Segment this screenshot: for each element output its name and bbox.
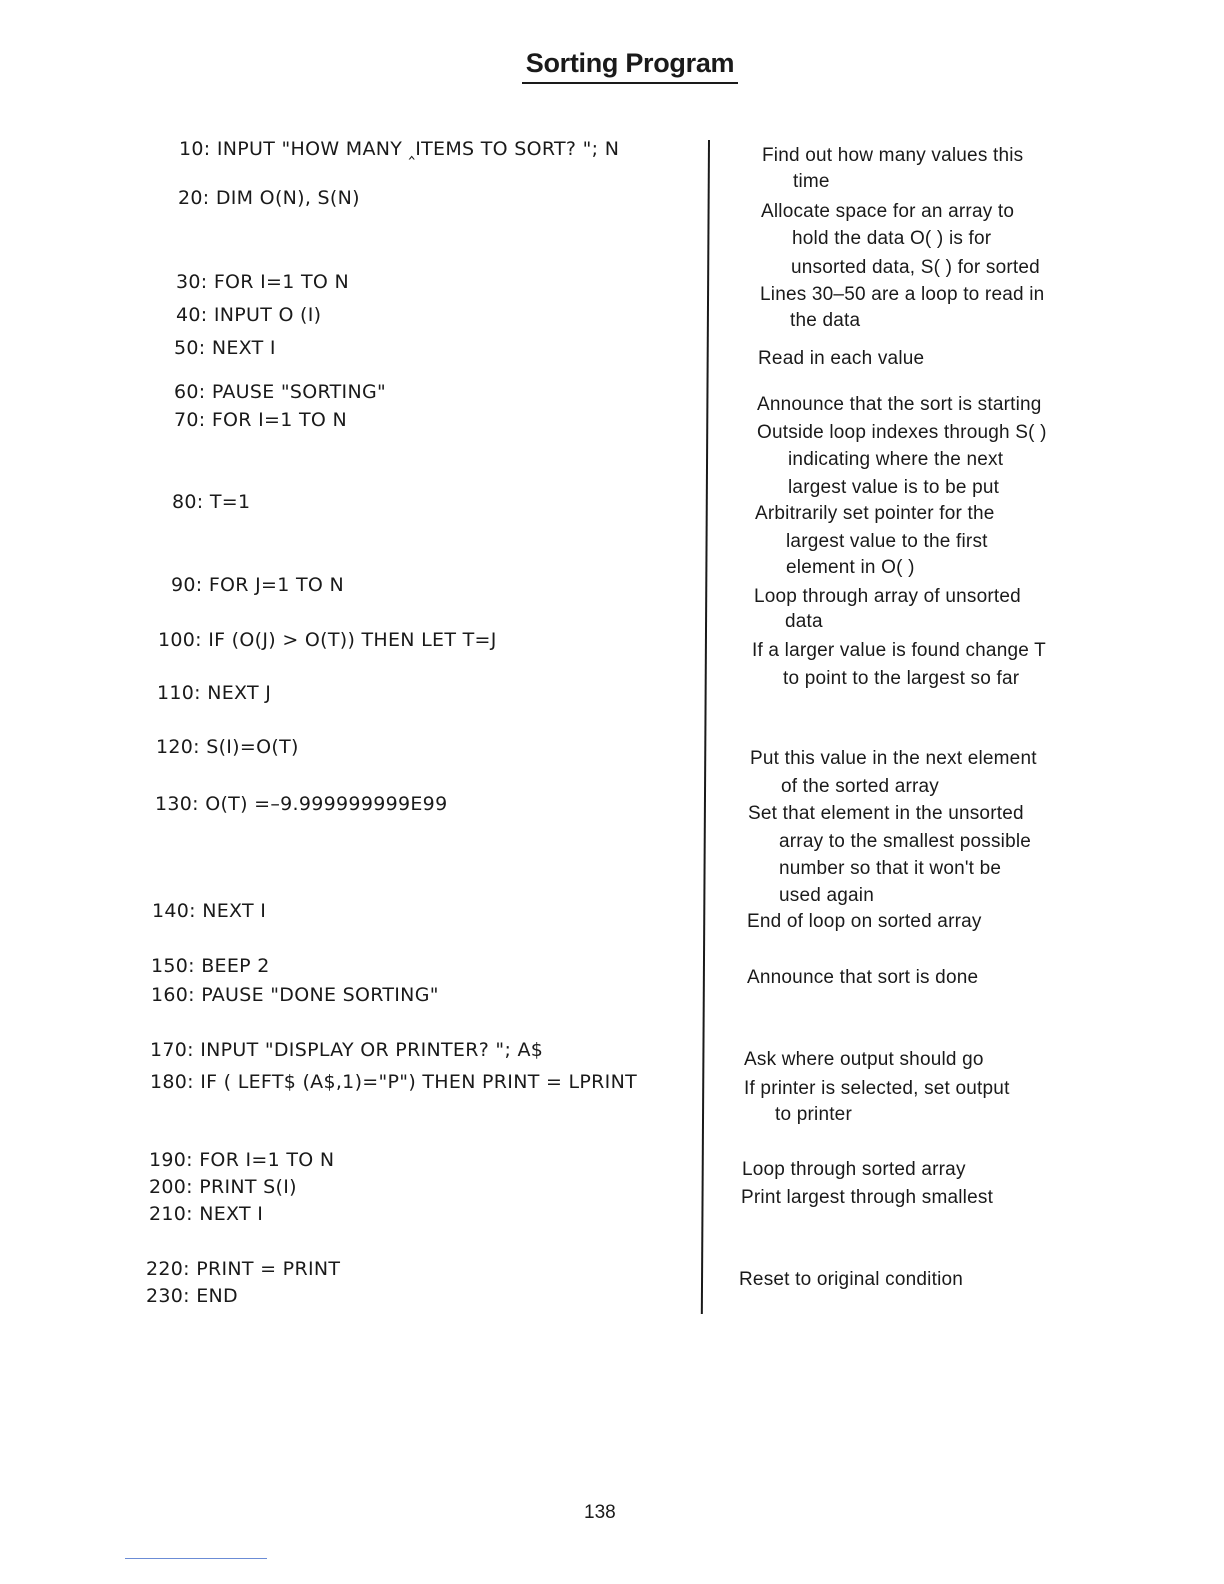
note-line: Arbitrarily set pointer for the	[755, 503, 995, 524]
code-line-70: 70: FOR I=1 TO N	[174, 409, 348, 431]
code-line-120: 120: S(I)=O(T)	[156, 736, 299, 758]
note-line: Read in each value	[758, 348, 925, 369]
note-line: to point to the largest so far	[783, 668, 1020, 689]
note-line: End of loop on sorted array	[747, 911, 982, 932]
note-line: to printer	[775, 1104, 852, 1125]
note-line: of the sorted array	[781, 776, 939, 797]
code-line-10: 10: INPUT "HOW MANY ‸ITEMS TO SORT? "; N	[179, 138, 620, 160]
note-line: the data	[790, 310, 861, 331]
code-line-30: 30: FOR I=1 TO N	[176, 271, 350, 293]
note-line: Announce that the sort is starting	[757, 394, 1042, 415]
code-line-220: 220: PRINT = PRINT	[146, 1258, 341, 1280]
note-line: element in O( )	[786, 557, 915, 578]
code-line-190: 190: FOR I=1 TO N	[149, 1149, 335, 1171]
note-line: Put this value in the next element	[750, 748, 1037, 769]
code-line-110: 110: NEXT J	[157, 682, 272, 704]
code-line-50: 50: NEXT I	[174, 337, 276, 359]
note-line: If a larger value is found change T	[752, 640, 1046, 661]
note-line: Print largest through smallest	[741, 1187, 994, 1208]
note-line: Outside loop indexes through S( )	[757, 422, 1047, 443]
note-line: Allocate space for an array to	[761, 201, 1015, 222]
note-line: If printer is selected, set output	[744, 1078, 1010, 1099]
note-line: Find out how many values this	[762, 145, 1024, 166]
code-line-180: 180: IF ( LEFT$ (A$,1)="P") THEN PRINT = LPRINT	[150, 1071, 637, 1093]
note-line: Ask where output should go	[744, 1049, 984, 1070]
note-line: largest value is to be put	[788, 477, 1000, 498]
code-line-230: 230: END	[146, 1285, 238, 1307]
note-line: Set that element in the unsorted	[748, 803, 1024, 824]
code-line-150: 150: BEEP 2	[151, 955, 270, 977]
code-line-130: 130: O(T) =–9.999999999E99	[155, 793, 448, 815]
note-line: largest value to the first	[786, 531, 988, 552]
code-line-40: 40: INPUT O (I)	[176, 304, 322, 326]
note-line: number so that it won't be	[779, 858, 1002, 879]
code-line-90: 90: FOR J=1 TO N	[171, 574, 345, 596]
note-line: used again	[779, 885, 874, 906]
note-line: indicating where the next	[788, 449, 1004, 470]
code-line-140: 140: NEXT I	[152, 900, 267, 922]
code-line-20: 20: DIM O(N), S(N)	[178, 187, 360, 209]
footer-rule	[125, 1558, 267, 1559]
code-line-170: 170: INPUT "DISPLAY OR PRINTER? "; A$	[150, 1039, 544, 1061]
code-line-210: 210: NEXT I	[149, 1203, 264, 1225]
code-line-80: 80: T=1	[172, 491, 251, 513]
note-line: Loop through sorted array	[742, 1159, 966, 1180]
column-divider	[701, 140, 710, 1314]
note-line: unsorted data, S( ) for sorted	[791, 257, 1040, 278]
code-line-60: 60: PAUSE "SORTING"	[174, 381, 387, 403]
note-line: hold the data O( ) is for	[792, 228, 992, 249]
code-line-100: 100: IF (O(J) > O(T)) THEN LET T=J	[158, 629, 497, 651]
note-line: time	[793, 171, 830, 192]
code-line-200: 200: PRINT S(I)	[149, 1176, 297, 1198]
note-line: Lines 30–50 are a loop to read in	[760, 284, 1045, 305]
note-line: Loop through array of unsorted	[754, 586, 1021, 607]
note-line: Announce that sort is done	[747, 967, 979, 988]
code-line-160: 160: PAUSE "DONE SORTING"	[151, 984, 439, 1006]
note-line: Reset to original condition	[739, 1269, 964, 1290]
note-line: array to the smallest possible	[779, 831, 1032, 852]
page-title: Sorting Program	[522, 48, 738, 84]
page-number: 138	[584, 1502, 616, 1523]
note-line: data	[785, 611, 823, 632]
